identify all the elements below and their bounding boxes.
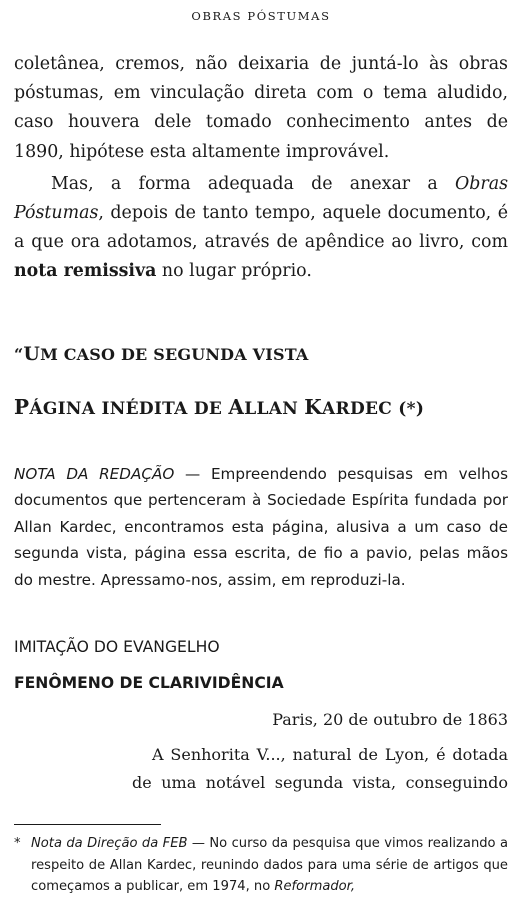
editorial-note-label: NOTA DA REDAÇÃO [14, 464, 175, 483]
footnote-body [14, 833, 508, 898]
book-page [14, 0, 508, 910]
subheading-part-2: LLAN [244, 398, 305, 419]
footnote-text: — No curso da pesquisa que vimos realizando a respeito de Allan Kardec, reunindo dados para uma série de artigos que começamos a publicar, em 1974, no [31, 836, 508, 895]
letter-dateline: Paris, 20 de outubro de 1863 [272, 709, 508, 729]
letter-text: A Senhorita V..., natural de Lyon, é dotada de uma notável segunda vista, conseguindo [132, 744, 508, 792]
paragraph-annex-note [14, 170, 508, 287]
running-head: OBRAS PÓSTUMAS [191, 9, 331, 23]
book-title-italic: Obras Póstumas [14, 173, 508, 224]
footnote [14, 833, 508, 898]
footnote-divider [14, 824, 161, 825]
editorial-note-text: — Empreendendo pesquisas em velhos documentos que pertenceram à Sociedade Espírita fundada por Allan Kardec, encontramos esta página, alusiva a um caso de segunda vista, página essa escrita, de fio a pavio, pelas mãos do mestre. Apressamo-nos, assim, em reproduzi-la. [14, 464, 508, 589]
editorial-note [14, 461, 508, 594]
footnote-journal: Reformador, [274, 879, 356, 895]
subheading-part-3: ARDEC [322, 398, 393, 419]
heading-initial: U [23, 342, 41, 365]
footnote-label: Nota da Direção da FEB [31, 836, 188, 851]
article-heading [14, 343, 508, 367]
letter-body [132, 741, 508, 797]
heading-rest: M CASO DE SEGUNDA VISTA [40, 344, 309, 364]
bold-term: nota remissiva [14, 261, 157, 282]
footnote-reference-mark: (*) [392, 398, 425, 419]
subheading-initial-k: K [304, 394, 323, 419]
subheading-part-1: ÁGINA INÉDITA DE [29, 398, 229, 419]
section-title: IMITAÇÃO DO EVANGELHO [14, 637, 220, 656]
paragraph-continuation: coletânea, cremos, não deixaria de juntá-lo às obras póstumas, em vinculação direta com o tema aludido, caso houvera dele tomado conhecimento antes de 1890, hipótese esta altamente improvável. [14, 54, 508, 162]
footnote-mark: * [14, 836, 21, 851]
heading-quote-mark: “ [14, 344, 24, 364]
section-subtitle: FENÔMENO DE CLARIVIDÊNCIA [14, 673, 284, 692]
article-subheading [14, 395, 508, 423]
subheading-initial-a: A [228, 394, 245, 419]
paragraph-text-end: no lugar próprio. [156, 261, 312, 282]
paragraph-text-start: Mas, a forma adequada de anexar a [51, 173, 455, 194]
subheading-initial-p: P [14, 394, 30, 419]
paragraph-text-middle: , depois de tanto tempo, aquele documento, é a que ora adotamos, através de apêndice ao livro, com [14, 203, 508, 253]
